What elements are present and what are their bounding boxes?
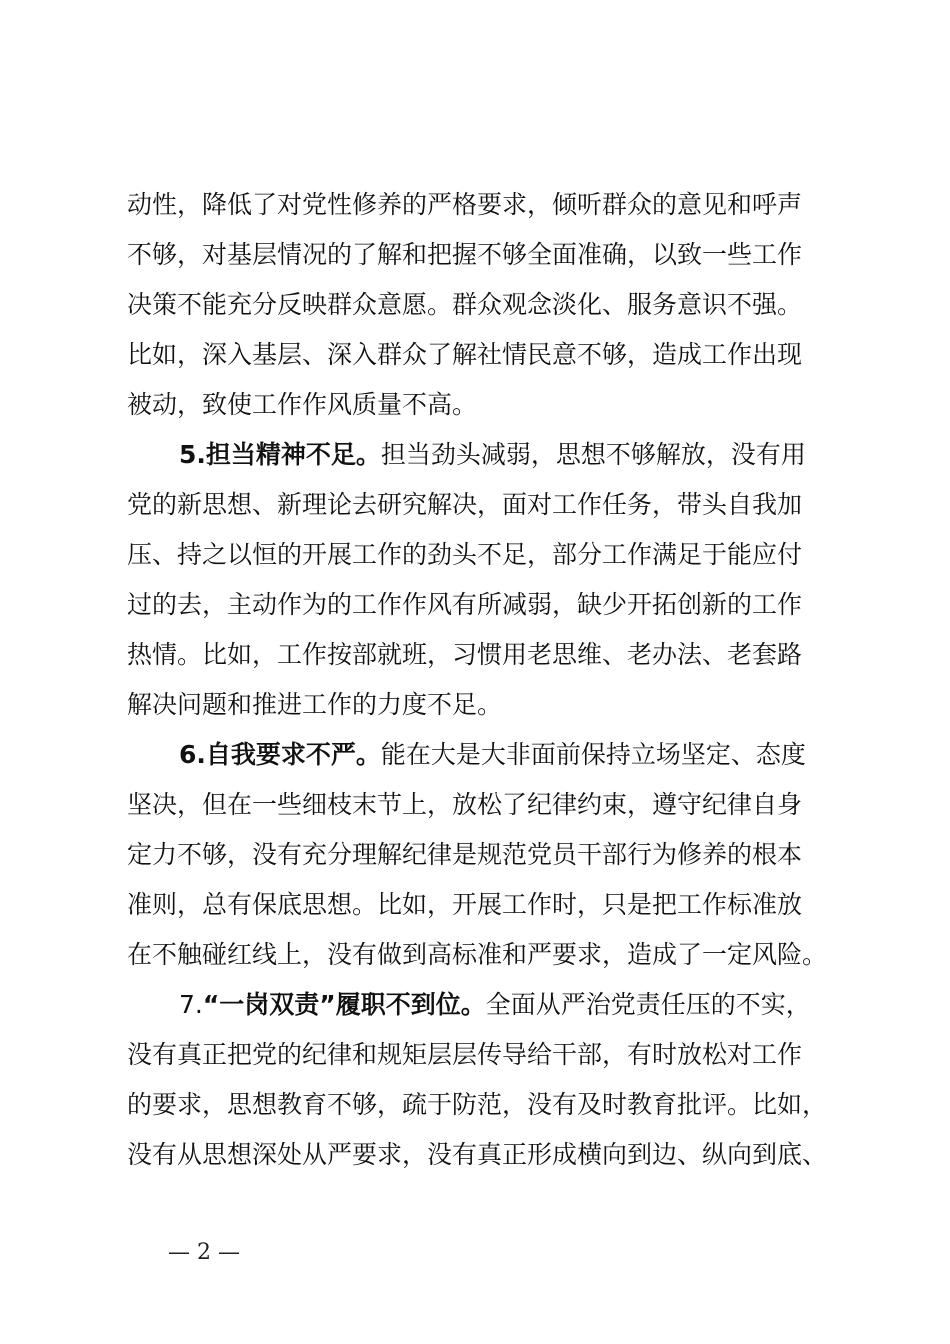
paragraph-7-first-text: 全面从严治党责任压的不实， [485,990,811,1019]
paragraph-5-line-6: 解决问题和推进工作的力度不足。 [127,690,503,719]
paragraph-5-line-5: 热情。比如，工作按部就班，习惯用老思维、老办法、老套路 [127,640,803,669]
paragraph-6-line-3: 定力不够，没有充分理解纪律是规范党员干部行为修养的根本 [127,840,803,869]
paragraph-7-first-line [127,980,867,1030]
paragraph-intro-line-5: 被动，致使工作作风质量不高。 [127,390,478,419]
paragraph-intro-line-3: 决策不能充分反映群众意愿。群众观念淡化、服务意识不强。 [127,290,803,319]
paragraph-intro-line-2: 不够，对基层情况的了解和把握不够全面准确，以致一些工作 [127,240,803,269]
page-number: — 2 — [168,1240,240,1265]
paragraph-5-line-4: 过的去，主动作为的工作作风有所减弱，缺少开拓创新的工作 [127,590,803,619]
paragraph-7-number: 7. [179,990,203,1019]
paragraph-6-line-4: 准则，总有保底思想。比如，开展工作时，只是把工作标准放 [127,890,803,919]
paragraph-intro-line-1: 动性，降低了对党性修养的严格要求，倾听群众的意见和呼声 [127,190,803,219]
paragraph-intro-line-4: 比如，深入基层、深入群众了解社情民意不够，造成工作出现 [127,340,803,369]
document-body [127,180,867,1180]
paragraph-7-line-4: 没有从思想深处从严要求，没有真正形成横向到边、纵向到底、 [127,1140,828,1169]
paragraph-5-line-3: 压、持之以恒的开展工作的劲头不足，部分工作满足于能应付 [127,540,803,569]
paragraph-6-heading: 6.自我要求不严。 [179,740,381,769]
paragraph-5-heading: 5.担当精神不足。 [179,440,381,469]
paragraph-5-first-text: 担当劲头减弱，思想不够解放，没有用 [380,440,806,469]
paragraph-6-first-line [127,730,867,780]
paragraph-5-first-line [127,430,867,480]
paragraph-7-heading: “一岗双责”履职不到位。 [202,990,486,1019]
paragraph-5-line-2: 党的新思想、新理论去研究解决，面对工作任务，带头自我加 [127,490,803,519]
paragraph-6-line-2: 坚决，但在一些细枝末节上，放松了纪律约束，遵守纪律自身 [127,790,803,819]
paragraph-7-line-3: 的要求，思想教育不够，疏于防范，没有及时教育批评。比如， [127,1090,828,1119]
paragraph-7-line-2: 没有真正把党的纪律和规矩层层传导给干部，有时放松对工作 [127,1040,803,1069]
paragraph-6-line-5: 在不触碰红线上，没有做到高标准和严要求，造成了一定风险。 [127,940,828,969]
paragraph-6-first-text: 能在大是大非面前保持立场坚定、态度 [380,740,806,769]
